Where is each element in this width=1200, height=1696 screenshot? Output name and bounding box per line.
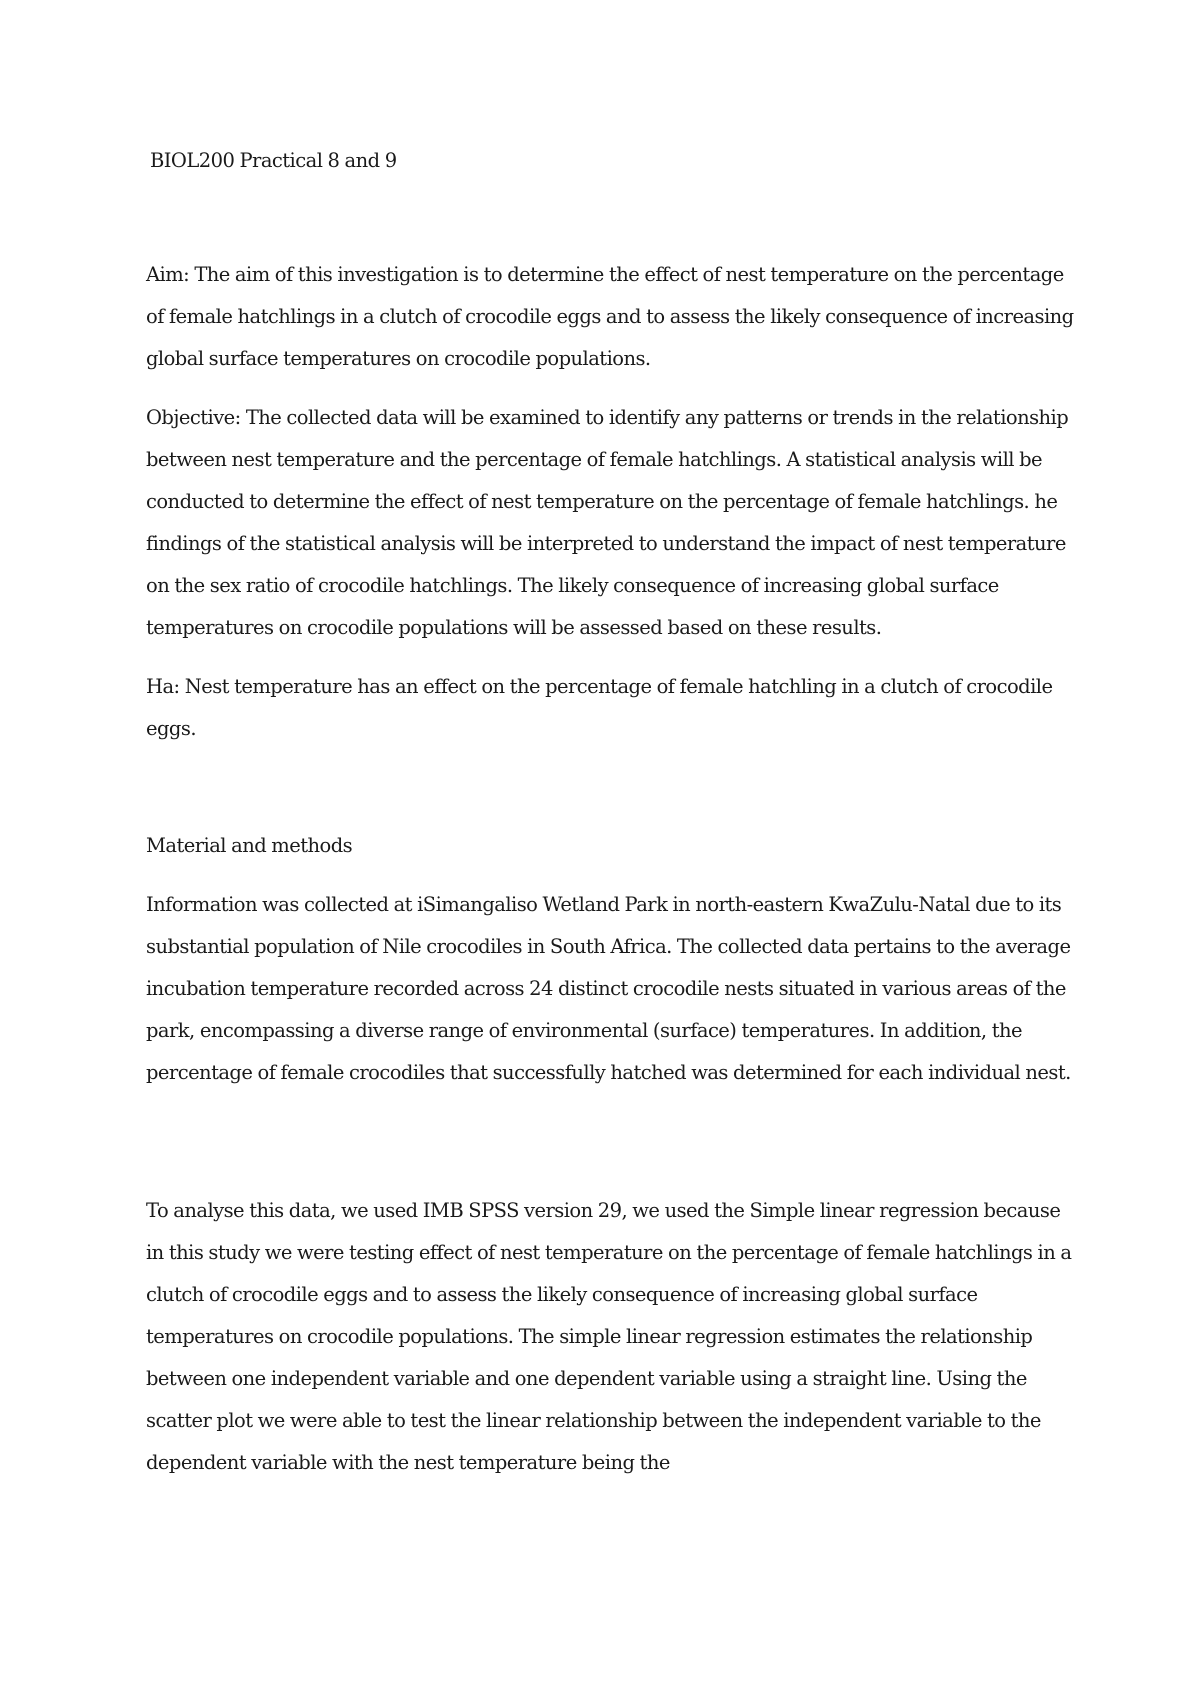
document-title: BIOL200 Practical 8 and 9 — [150, 149, 397, 172]
methods-paragraph-analysis: To analyse this data, we used IMB SPSS version 29, we used the Simple linear regression because in this study we were testing effect of nest temperature on the percentage of female hatchlings in a clutch of crocodile eggs and to assess the likely consequence of increasing global surface temperatures on crocodile populations. The simple linear regression estimates the relationship between one independent variable and one dependent variable using a straight line. Using the scatter plot we were able to test the linear relationship between the independent variable to the dependent variable with the nest temperature being the — [146, 1199, 1072, 1474]
objective-paragraph: Objective: The collected data will be examined to identify any patterns or trends in the relationship between nest temperature and the percentage of female hatchlings. A statistical analysis will be conducted to determine the effect of nest temperature on the percentage of female hatchlings. he findings of the statistical analysis will be interpreted to understand the impact of nest temperature on the sex ratio of crocodile hatchlings. The likely consequence of increasing global surface temperatures on crocodile populations will be assessed based on these results. — [146, 406, 1069, 639]
methods-heading: Material and methods — [146, 834, 353, 857]
methods-paragraph-data-collection: Information was collected at iSimangaliso Wetland Park in north-eastern KwaZulu-Natal due to its substantial population of Nile crocodiles in South Africa. The collected data pertains to the average incubation temperature recorded across 24 distinct crocodile nests situated in various areas of the park, encompassing a diverse range of environmental (surface) temperatures. In addition, the percentage of female crocodiles that successfully hatched was determined for each individual nest. — [146, 893, 1071, 1084]
document-page — [146, 140, 1076, 1501]
hypothesis-paragraph: Ha: Nest temperature has an effect on the percentage of female hatchling in a clutch of crocodile eggs. — [146, 675, 1053, 740]
aim-paragraph: Aim: The aim of this investigation is to determine the effect of nest temperature on the percentage of female hatchlings in a clutch of crocodile eggs and to assess the likely consequence of increasing global surface temperatures on crocodile populations. — [146, 263, 1074, 370]
